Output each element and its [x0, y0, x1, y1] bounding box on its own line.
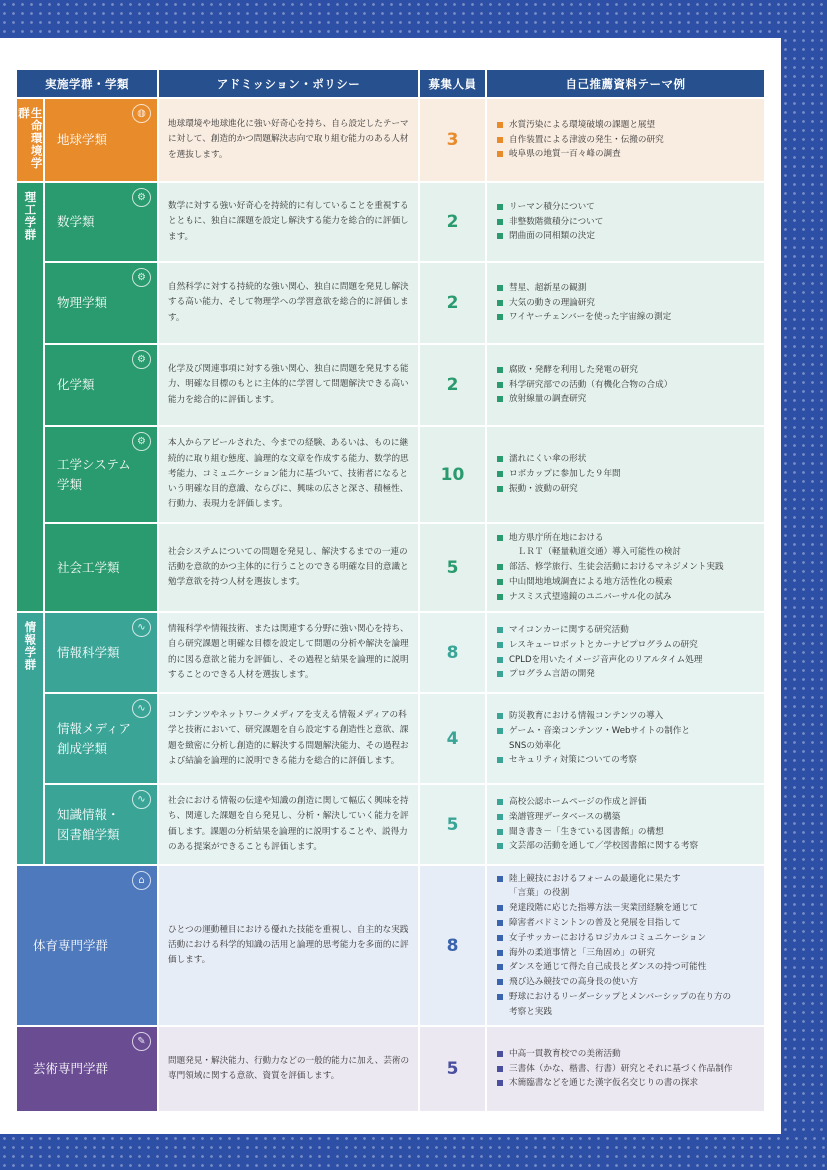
admission-policy-text: ひとつの運動種目における優れた技能を重視し、自主的な実践活動における科学的知識の活用と論理的思考能力を多面的に評価します。 — [168, 924, 409, 966]
recruit-count: 5 — [420, 1027, 485, 1111]
group-informatics: 情報学群 — [17, 613, 43, 864]
department-name: 芸術専門学群 — [33, 1061, 109, 1077]
running-shoe-emblem-icon: ⌂ — [132, 871, 151, 890]
theme-example-item — [497, 623, 756, 638]
theme-example-item — [497, 590, 756, 605]
admission-policy-text: 数学に対する強い好奇心を持続的に有していることを重視するとともに、独自に課題を設定し解決する能力を総合的に評価します。 — [168, 201, 409, 242]
admission-policy-text: 本人からアピールされた、今までの経験、あるいは、ものに継続的に取り組む態度、論理的な文章を作成する能力、数学的思考能力、コミュニケーション能力に基づいて、技術者になるという明確な目的意識、ならびに、興味の広さと深さ、積極性、行動力、表現力を評価します。 — [168, 438, 409, 510]
theme-example-text: ロボカップに参加した９年間 — [509, 469, 621, 480]
department-name-cell — [45, 183, 157, 261]
theme-examples — [487, 613, 764, 692]
recruit-count: 8 — [420, 866, 485, 1025]
square-bullet-icon — [497, 456, 503, 462]
theme-example-text: 腐敗・発酵を利用した発電の研究 — [509, 364, 638, 375]
circuit-emblem-icon: ⚙ — [132, 432, 151, 451]
theme-example-item — [497, 960, 756, 975]
theme-examples — [487, 427, 764, 522]
theme-example-item — [497, 916, 756, 931]
square-bullet-icon — [497, 920, 503, 926]
recruit-count: 2 — [420, 263, 485, 343]
square-bullet-icon — [497, 285, 503, 291]
theme-example-text: ゲーム・音楽コンテンツ・Webサイトの制作と SNSの効率化 — [509, 725, 690, 751]
square-bullet-icon — [497, 657, 503, 663]
header-policy: アドミッション・ポリシー — [159, 70, 418, 97]
theme-examples — [487, 1027, 764, 1111]
theme-example-text: 聞き書き－「生きている図書館」の構想 — [509, 826, 664, 837]
theme-example-item — [497, 1062, 756, 1077]
square-bullet-icon — [497, 137, 503, 143]
theme-example-item — [497, 229, 756, 244]
theme-example-item — [497, 709, 756, 724]
theme-example-item — [497, 753, 756, 768]
admission-policy — [159, 345, 418, 425]
theme-example-item — [497, 467, 756, 482]
circuit-emblem-icon: ⚙ — [132, 188, 151, 207]
recruit-count: 4 — [420, 694, 485, 783]
theme-examples — [487, 785, 764, 864]
theme-example-text: ナスミス式望遠鏡のユニバーサル化の試み — [509, 591, 672, 602]
theme-example-text: セキュリティ対策についての考察 — [509, 755, 637, 766]
circuit-emblem-icon: ⚙ — [132, 350, 151, 369]
theme-example-item — [497, 1047, 756, 1062]
square-bullet-icon — [497, 814, 503, 820]
group-science-engineering: 理工学群 — [17, 183, 43, 611]
admission-policy — [159, 866, 418, 1025]
square-bullet-icon — [497, 314, 503, 320]
palette-emblem-icon: ✎ — [132, 1032, 151, 1051]
theme-example-item — [497, 133, 756, 148]
admission-policy — [159, 263, 418, 343]
department-name: 数学類 — [57, 214, 95, 230]
square-bullet-icon — [497, 204, 503, 210]
recruit-count: 2 — [420, 345, 485, 425]
department-name-cell — [45, 345, 157, 425]
theme-example-text: 放射線量の調査研究 — [509, 394, 587, 405]
admission-policy — [159, 613, 418, 692]
theme-example-text: 防災教育における情報コンテンツの導入 — [509, 710, 664, 721]
theme-example-item — [497, 215, 756, 230]
square-bullet-icon — [497, 535, 503, 541]
theme-example-item — [497, 931, 756, 946]
square-bullet-icon — [497, 594, 503, 600]
recruit-count: 8 — [420, 613, 485, 692]
admission-policy — [159, 524, 418, 611]
square-bullet-icon — [497, 233, 503, 239]
department-name-cell — [45, 263, 157, 343]
theme-example-text: 濡れにくい傘の形状 — [509, 454, 587, 465]
square-bullet-icon — [497, 300, 503, 306]
theme-example-text: 木簡臨書などを通じた漢字仮名交じりの書の探求 — [509, 1078, 699, 1089]
square-bullet-icon — [497, 843, 503, 849]
recruit-count: 10 — [420, 427, 485, 522]
square-bullet-icon — [497, 627, 503, 633]
square-bullet-icon — [497, 642, 503, 648]
theme-example-item — [497, 839, 756, 854]
theme-example-text: 野球におけるリーダーシップとメンバーシップの在り方の 考察と実践 — [509, 991, 732, 1017]
theme-example-text: 大気の動きの理論研究 — [509, 297, 595, 308]
theme-examples — [487, 183, 764, 261]
theme-example-text: 地方県庁所在地における ＬＲＴ（軽量軌道交通）導入可能性の検討 — [509, 532, 681, 558]
square-bullet-icon — [497, 486, 503, 492]
theme-example-text: リーマン積分について — [509, 201, 595, 212]
admission-policy — [159, 1027, 418, 1111]
square-bullet-icon — [497, 876, 503, 882]
theme-examples — [487, 524, 764, 611]
header-theme: 自己推薦資料テーマ例 — [487, 70, 764, 97]
square-bullet-icon — [497, 979, 503, 985]
admission-policy — [159, 183, 418, 261]
square-bullet-icon — [497, 950, 503, 956]
theme-example-text: 三書体（かな、楷書、行書）研究とそれに基づく作品制作 — [509, 1063, 733, 1074]
admission-policy-text: コンテンツやネットワークメディアを支える情報メディアの科学と技術において、研究課題を自ら設定する創造性と意欲、課題を緻密に分析し創造的に解決する問題解決能力、その過程および結論を論理的に説明できる能力を総合的に評価します。 — [168, 709, 409, 766]
department-name-cell — [45, 524, 157, 611]
theme-example-item — [497, 724, 756, 754]
theme-example-text: 楽譜管理データベースの構築 — [509, 811, 621, 822]
header-count: 募集人員 — [420, 70, 485, 97]
department-name: 化学類 — [57, 377, 95, 393]
theme-example-text: 障害者バドミントンの普及と発展を目指して — [509, 917, 681, 928]
theme-example-item — [497, 795, 756, 810]
department-name-cell — [45, 99, 157, 181]
theme-example-text: 水質汚染による環境破壊の課題と展望 — [509, 119, 656, 130]
theme-example-item — [497, 810, 756, 825]
recruit-count: 3 — [420, 99, 485, 181]
theme-example-item — [497, 667, 756, 682]
theme-example-text: 文芸部の活動を通して／学校図書館に関する考察 — [509, 841, 699, 852]
admission-policy-text: 問題発見・解決能力、行動力などの一般的能力に加え、芸術の専門領域に関する意欲、資質を評価します。 — [168, 1055, 410, 1081]
header-dept: 実施学群・学類 — [17, 70, 157, 97]
admission-table — [17, 70, 756, 1111]
theme-example-item — [497, 990, 756, 1020]
theme-example-text: 中山間地地域調査による地方活性化の模索 — [509, 576, 673, 587]
department-name-cell — [17, 1027, 157, 1111]
square-bullet-icon — [497, 579, 503, 585]
square-bullet-icon — [497, 964, 503, 970]
square-bullet-icon — [497, 396, 503, 402]
theme-example-item — [497, 825, 756, 840]
recruit-count: 5 — [420, 785, 485, 864]
square-bullet-icon — [497, 382, 503, 388]
wave-emblem-icon: ∿ — [132, 790, 151, 809]
theme-example-item — [497, 378, 756, 393]
square-bullet-icon — [497, 905, 503, 911]
theme-example-item — [497, 310, 756, 325]
square-bullet-icon — [497, 219, 503, 225]
square-bullet-icon — [497, 829, 503, 835]
theme-example-item — [497, 200, 756, 215]
admission-policy-text: 情報科学や情報技術、または関連する分野に強い関心を持ち、自ら研究課題と明確な目標を設定して問題の分析や解決を論理的に図る意欲と能力を評価し、その過程と結果を論理的に説明することのできる人材を選抜します。 — [168, 623, 409, 680]
theme-example-text: 発達段階に応じた指導方法－実業団経験を通じて — [509, 903, 699, 914]
department-name-cell — [45, 427, 157, 522]
page-frame-top — [0, 0, 827, 38]
admission-policy — [159, 694, 418, 783]
theme-example-item — [497, 281, 756, 296]
admission-policy-text: 社会における情報の伝達や知識の創造に関して幅広く興味を持ち、関連した課題を自ら発見し、分析・解決していく能力を評価します。課題の分析結果を論理的に説明することや、説得力のある提案ができることも評価します。 — [168, 795, 409, 852]
theme-example-item — [497, 482, 756, 497]
theme-examples — [487, 263, 764, 343]
theme-example-item — [497, 975, 756, 990]
theme-example-text: 中高一貫教育校での美術活動 — [509, 1048, 621, 1059]
square-bullet-icon — [497, 671, 503, 677]
theme-example-text: 部活、修学旅行、生徒会活動におけるマネジメント実践 — [509, 562, 724, 573]
admission-policy-text: 化学及び関連事項に対する強い関心、独自に問題を発見する能力、明確な目標のもとに主体的に学習して問題解決できる高い能力を総合的に評価します。 — [168, 364, 409, 405]
department-name: 情報メディア 創成学類 — [57, 721, 132, 756]
square-bullet-icon — [497, 1051, 503, 1057]
theme-example-item — [497, 575, 756, 590]
theme-examples — [487, 345, 764, 425]
theme-example-text: 閉曲面の同相類の決定 — [509, 231, 595, 242]
theme-example-text: ワイヤーチェンバーを使った宇宙線の測定 — [509, 312, 672, 323]
square-bullet-icon — [497, 151, 503, 157]
theme-example-text: 海外の柔道事情と「三角固め」の研究 — [509, 947, 656, 958]
theme-example-item — [497, 452, 756, 467]
theme-examples — [487, 99, 764, 181]
group-life-environment: 生命環境学群 — [17, 99, 43, 181]
theme-example-text: 高校公認ホームページの作成と評価 — [509, 796, 647, 807]
department-name: 社会工学類 — [57, 559, 120, 575]
admission-policy — [159, 427, 418, 522]
admission-policy-text: 自然科学に対する持続的な強い関心、独自に問題を発見し解決する高い能力、そして物理学への学習意欲を総合的に評価します。 — [168, 282, 409, 323]
square-bullet-icon — [497, 994, 503, 1000]
theme-example-item — [497, 392, 756, 407]
theme-examples — [487, 866, 764, 1025]
theme-example-text: 女子サッカーにおけるロジカルコミュニケーション — [509, 932, 706, 943]
theme-example-text: 科学研究部での活動（有機化合物の合成） — [509, 379, 673, 390]
department-name-cell — [45, 785, 157, 864]
theme-example-item — [497, 653, 756, 668]
theme-example-text: 岐阜県の地質一百々峰の調査 — [509, 149, 621, 160]
department-name: 情報科学類 — [57, 644, 120, 660]
department-name-cell — [45, 613, 157, 692]
theme-example-item — [497, 560, 756, 575]
recruit-count: 2 — [420, 183, 485, 261]
theme-example-item — [497, 147, 756, 162]
square-bullet-icon — [497, 471, 503, 477]
square-bullet-icon — [497, 713, 503, 719]
theme-example-item — [497, 901, 756, 916]
department-name-cell — [45, 694, 157, 783]
theme-example-text: CPLDを用いたイメージ音声化のリアルタイム処理 — [509, 654, 703, 665]
square-bullet-icon — [497, 1080, 503, 1086]
admission-policy — [159, 785, 418, 864]
department-name: 物理学類 — [57, 295, 108, 311]
square-bullet-icon — [497, 1066, 503, 1072]
admission-policy-text: 社会システムについての問題を発見し、解決するまでの一連の活動を意欲的かつ主体的に行うことのできる明確な目的意識と勉学意欲を持つ人材を選抜します。 — [168, 546, 409, 588]
department-name: 知識情報・ 図書館学類 — [57, 807, 120, 842]
department-name: 工学システム 学類 — [57, 457, 131, 492]
theme-example-item — [497, 872, 756, 902]
page-frame-right — [781, 0, 827, 1170]
theme-example-text: プログラム言語の開発 — [509, 669, 595, 680]
theme-example-text: 陸上競技におけるフォームの最適化に果たす 「言葉」の役割 — [509, 873, 681, 899]
theme-example-text: 非整数階微積分について — [509, 216, 604, 227]
department-name: 地球学類 — [57, 132, 108, 148]
recruit-count: 5 — [420, 524, 485, 611]
wave-emblem-icon: ∿ — [132, 699, 151, 718]
theme-example-text: 自作装置による津波の発生・伝搬の研究 — [509, 134, 664, 145]
square-bullet-icon — [497, 564, 503, 570]
theme-example-item — [497, 531, 756, 561]
theme-example-text: マイコンカーに関する研究活動 — [509, 624, 629, 635]
theme-example-item — [497, 1076, 756, 1091]
theme-example-text: 飛び込み競技での高身長の使い方 — [509, 977, 638, 988]
theme-example-text: 彗星、超新星の観測 — [509, 282, 587, 293]
theme-example-text: レスキューロボットとカーナビプログラムの研究 — [509, 639, 698, 650]
admission-policy — [159, 99, 418, 181]
square-bullet-icon — [497, 122, 503, 128]
theme-example-item — [497, 118, 756, 133]
square-bullet-icon — [497, 935, 503, 941]
theme-example-text: 振動・波動の研究 — [509, 483, 578, 494]
theme-example-item — [497, 296, 756, 311]
square-bullet-icon — [497, 728, 503, 734]
department-name-cell — [17, 866, 157, 1025]
square-bullet-icon — [497, 799, 503, 805]
admission-policy-text: 地球環境や地球進化に強い好奇心を持ち、自ら設定したテーマに対して、創造的かつ問題解決志向で取り組む能力のある人材を選抜します。 — [168, 119, 409, 160]
globe-emblem-icon: ◍ — [132, 104, 151, 123]
page-frame-bottom — [0, 1134, 827, 1170]
wave-emblem-icon: ∿ — [132, 618, 151, 637]
theme-example-text: ダンスを通じて得た自己成長とダンスの持つ可能性 — [509, 962, 707, 973]
department-name: 体育専門学群 — [33, 937, 109, 953]
theme-example-item — [497, 363, 756, 378]
square-bullet-icon — [497, 367, 503, 373]
theme-example-item — [497, 638, 756, 653]
theme-example-item — [497, 946, 756, 961]
circuit-emblem-icon: ⚙ — [132, 268, 151, 287]
square-bullet-icon — [497, 757, 503, 763]
theme-examples — [487, 694, 764, 783]
